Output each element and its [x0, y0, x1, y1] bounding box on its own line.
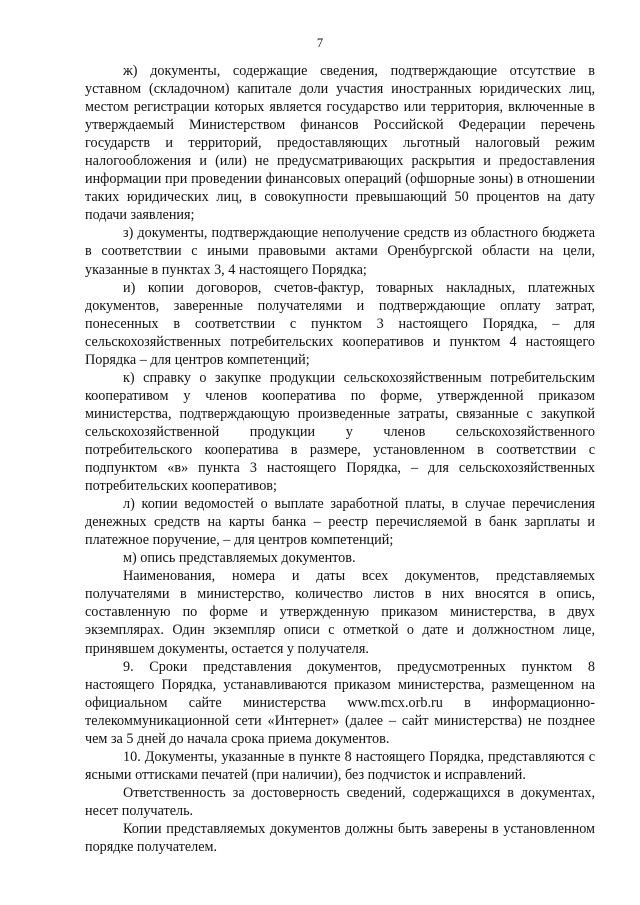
paragraph-l-payroll-copies: л) копии ведомостей о выплате заработной платы, в случае перечисления денежных средств на карты банка – реестр перечисляемой в банк зарплаты и платежное поручение, – для центров компетенций; [85, 496, 595, 549]
paragraph-10-document-requirements: 10. Документы, указанные в пункте 8 настоящего Порядка, представляются с ясными оттисками печатей (при наличии), без подчисток и исправлений. [85, 748, 595, 783]
paragraph-zh-foreign-capital: ж) документы, содержащие сведения, подтверждающие отсутствие в уставном (складочном) капитале доли участия иностранных юридических лиц, местом регистрации которых является государство или территория, включенные в утверждаемый Министерством финансов Российской Федерации перечень государств и территорий, предоставляющих льготный налоговый режим налогообложения и (или) не предусматривающих раскрытия и предоставления информации при проведении финансовых операций (офшорные зоны) в отношении таких юридических лиц, в совокупности превышающий 50 процентов на дату подачи заявления; [85, 63, 595, 224]
paragraph-m-documents-inventory: м) опись представляемых документов. [123, 550, 356, 567]
paragraph-responsibility: Ответственность за достоверность сведений, содержащихся в документах, несет получатель. [85, 784, 595, 819]
paragraph-9-submission-deadlines: 9. Сроки представления документов, предусмотренных пунктом 8 настоящего Порядка, устанавливаются приказом министерства, размещенном на официальном сайте министерства www.mcx.orb.ru в информационно-телекоммуникационной сети «Интернет» (далее – сайт министерства) не позднее чем за 5 дней до начала срока приема документов. [85, 658, 595, 747]
paragraph-inventory-details: Наименования, номера и даты всех документов, представляемых получателями в министерство, количество листов в них вносятся в опись, составленную по форме и утвержденную приказом министерства, в двух экземплярах. Один экземпляр описи с отметкой о дате и должностном лице, принявшем документы, остается у получателя. [85, 568, 595, 657]
page-number: 7 [316, 36, 324, 50]
document-body [85, 62, 595, 856]
paragraph-copies-certification: Копии представляемых документов должны быть заверены в установленном порядке получателем. [85, 820, 595, 856]
paragraph-k-purchase-certificate: к) справку о закупке продукции сельскохозяйственным потребительским кооперативом у членов кооператива по форме, утвержденной приказом министерства, подтверждающую произведенные затраты, связанные с закупкой сельскохозяйственной продукции у членов сельскохозяйственного потребительского кооператива в размере, установленном в соответствии с подпунктом «в» пункта 3 настоящего Порядка, – для сельскохозяйственных потребительских кооперативов; [85, 369, 595, 495]
paragraph-z-no-budget-funds: з) документы, подтверждающие неполучение средств из областного бюджета в соответствии с иными правовыми актами Оренбургской области на цели, указанные в пунктах 3, 4 настоящего Порядка; [85, 225, 595, 278]
paragraph-i-contract-copies: и) копии договоров, счетов-фактур, товарных накладных, платежных документов, заверенные получателями и подтверждающие оплату затрат, понесенных в соответствии с пунктом 3 настоящего Порядка, – для сельскохозяйственных потребительских кооперативов и пунктом 4 настоящего Порядка – для центров компетенций; [85, 279, 595, 368]
